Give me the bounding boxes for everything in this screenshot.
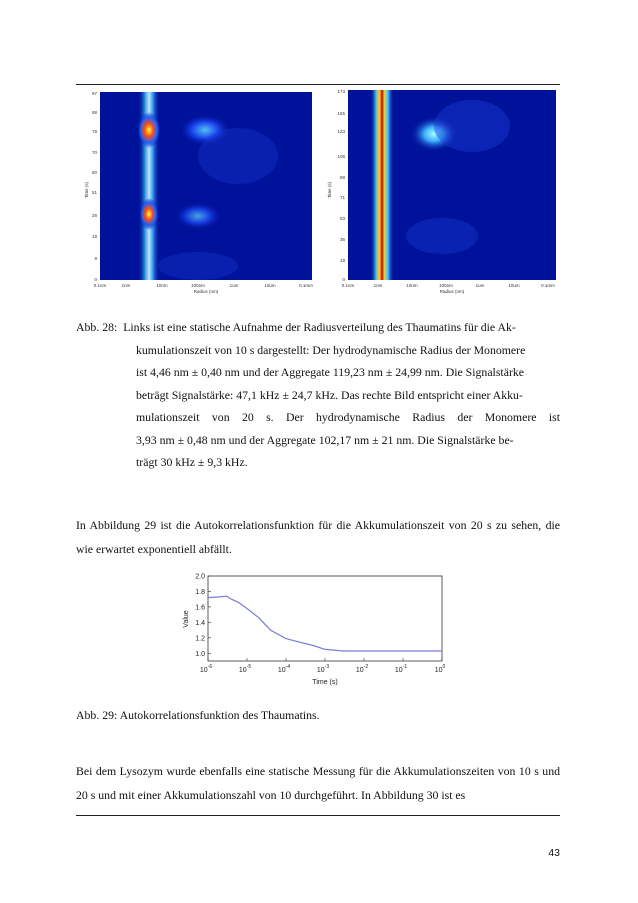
y-tick: 60 [91, 170, 97, 175]
x-tick: 10um [264, 283, 276, 288]
caption-line: mulationszeit von 20 s. Der hydrodynamische Radius der Monomere ist [136, 410, 560, 424]
y-tick: 0 [94, 277, 97, 282]
y-axis-label: Value [183, 610, 190, 628]
caption-line: trägt 30 kHz ± 9,3 kHz. [136, 455, 248, 469]
x-axis-label: Radius (nm) [439, 289, 465, 294]
x-tick: 0.1mm [299, 283, 313, 288]
x-tick-label: $10^{-3}$ [316, 664, 330, 674]
x-axis-label: Time (s) [312, 679, 338, 686]
x-tick: 100nm [191, 283, 205, 288]
top-rule [76, 84, 560, 85]
heatmap-left [78, 86, 316, 296]
figure-29-caption: Abb. 29: Autokorrelationsfunktion des Thaumatins. [76, 708, 320, 722]
x-tick: 10nm [406, 283, 418, 288]
y-axis-label: Time (s) [84, 181, 89, 199]
x-axis-label: Radius (nm) [193, 289, 219, 294]
x-tick: 0.1nm [93, 283, 107, 288]
x-tick: 0.1nm [341, 283, 355, 288]
y-tick-label: 1.0 [195, 650, 205, 658]
y-tick: 88 [91, 110, 97, 115]
y-tick: 51 [91, 190, 97, 195]
x-tick-label: $10^{-1}$ [394, 664, 408, 674]
x-tick: 1nm [121, 283, 131, 288]
heatmap-right [322, 86, 560, 296]
paragraph-2: Bei dem Lysozym wurde ebenfalls eine statische Messung für die Akkumulationszeiten von 10 s und 20 s und mit einer Akkumulationszahl von 10 durchgeführt. In Abbildung 30 ist es [76, 764, 560, 802]
y-tick: 36 [339, 237, 345, 242]
caption-line: Abb. 28: Links ist eine statische Aufnahme der Radiusverteilung des Thaumatins für die Ak- [76, 320, 516, 334]
y-tick: 79 [91, 129, 97, 134]
x-tick-label: $10^{-5}$ [238, 664, 252, 674]
plot-frame [208, 576, 442, 661]
y-tick: 71 [339, 195, 345, 200]
x-tick-label: $10^{-6}$ [199, 664, 213, 674]
x-tick: 100nm [439, 283, 453, 288]
acf-chart-svg [178, 568, 448, 688]
figure-29-chart [178, 568, 448, 688]
y-tick-label: 1.4 [195, 619, 205, 627]
page-number: 43 [548, 847, 560, 859]
y-tick: 155 [337, 111, 345, 116]
caption-line: kumulationszeit von 10 s dargestellt: Der hydrodynamische Radius der Monomere [136, 342, 526, 357]
x-tick-label: $10^{-4}$ [277, 664, 291, 674]
y-tick-label: 1.6 [195, 604, 205, 612]
y-tick: 123 [337, 129, 345, 134]
x-tick-label: $10^0$ [434, 664, 446, 674]
y-tick: 28 [91, 213, 97, 218]
y-tick: 173 [337, 89, 345, 94]
x-tick: 1um [229, 283, 239, 288]
y-tick: 9 [94, 256, 97, 261]
x-tick: 0.1mm [541, 283, 555, 288]
figure-28 [78, 86, 560, 306]
caption-line: beträgt Signalstärke: 47,1 kHz ± 24,7 kHz. Das rechte Bild entspricht einer Akku- [136, 387, 523, 402]
y-tick: 70 [91, 150, 97, 155]
y-axis-label: Time (s) [327, 181, 332, 199]
x-tick: 1um [475, 283, 485, 288]
caption-line: ist 4,46 nm ± 0,40 nm und der Aggregate 119,23 nm ± 24,99 nm. Die Signalstärke [136, 365, 525, 379]
paragraph-1: In Abbildung 29 ist die Autokorrelationsfunktion für die Akkumulationszeit von 20 s zu sehen, die wie erwartet exponentiell abfällt. [76, 518, 560, 556]
caption-line: 3,93 nm ± 0,48 nm und der Aggregate 102,17 nm ± 21 nm. Die Signalstärke be- [136, 432, 514, 447]
x-tick: 10um [508, 283, 520, 288]
y-tick: 106 [337, 154, 345, 159]
y-tick-label: 1.2 [195, 635, 205, 643]
y-tick-label: 2.0 [195, 573, 205, 581]
y-tick-label: 1.8 [195, 588, 205, 596]
y-tick: 18 [339, 258, 345, 263]
caption-label: Abb. 28: [76, 320, 118, 334]
y-tick: 88 [339, 175, 345, 180]
y-tick: 18 [91, 234, 97, 239]
y-tick: 97 [91, 91, 97, 96]
y-tick: 53 [339, 216, 345, 221]
x-tick-label: $10^{-2}$ [355, 664, 369, 674]
y-tick: 0 [342, 277, 345, 282]
x-tick: 10nm [156, 283, 168, 288]
x-tick: 1nm [373, 283, 383, 288]
figure-28-caption [76, 316, 560, 474]
bottom-rule [76, 815, 560, 816]
